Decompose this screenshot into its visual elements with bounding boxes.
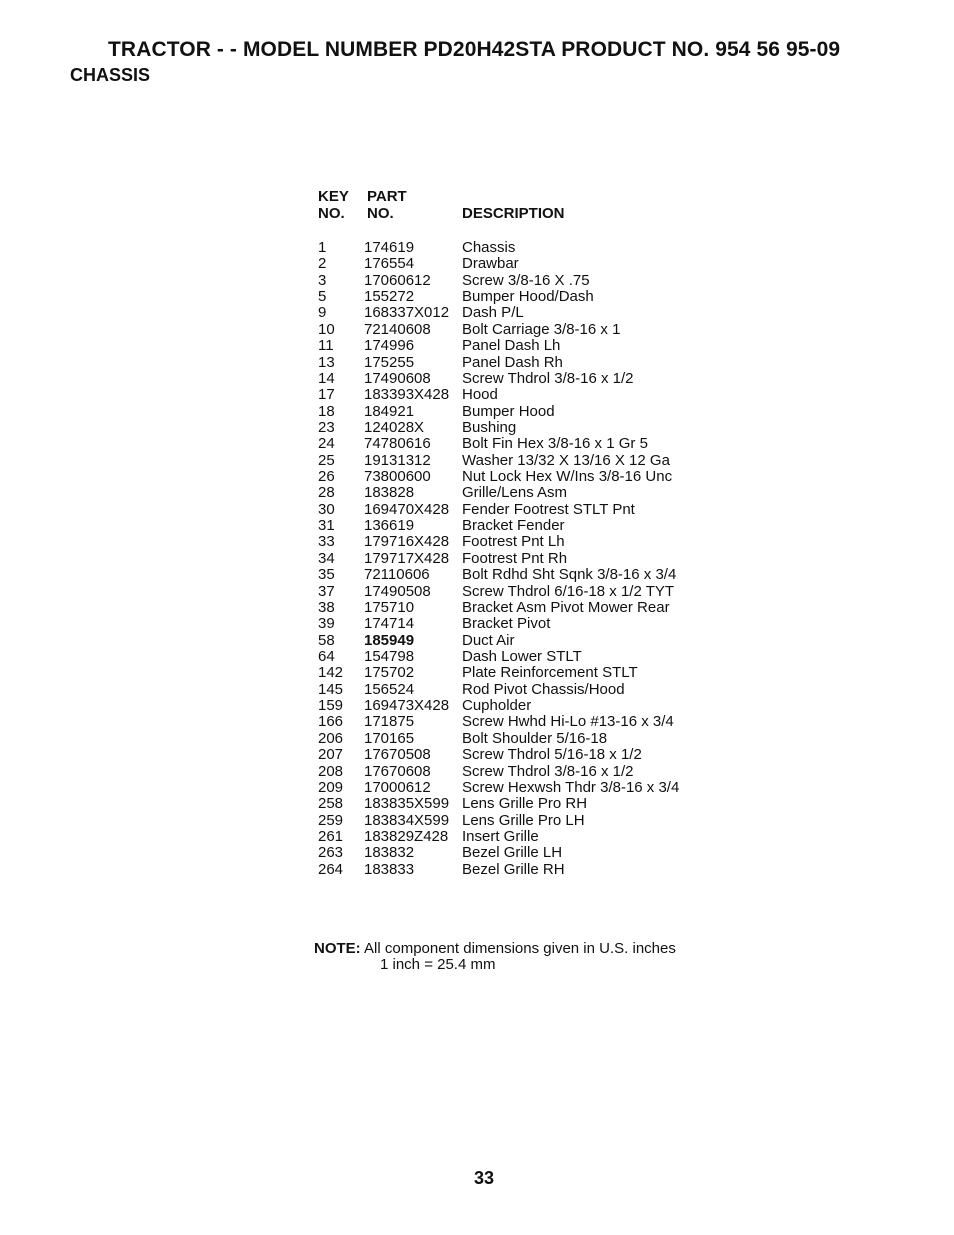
key-number: 17 [318,386,335,404]
part-number: 179717X428 [364,549,450,567]
part-description: Dash P/L [462,304,524,322]
part-description: Panel Dash Rh [462,353,563,371]
header-part-line1: PART [367,188,407,205]
part-description: Bumper Hood/Dash [462,288,594,306]
note-line1: All component dimensions given in U.S. inches [364,940,676,957]
part-description: Bushing [462,418,517,436]
key-number: 263 [318,844,344,862]
part-description: Bracket Fender [462,517,565,535]
header-description: DESCRIPTION [462,205,565,222]
part-description: Plate Reinforcement STLT [462,664,638,682]
key-number: 259 [318,811,344,829]
key-number: 14 [318,369,335,387]
key-number: 58 [318,631,335,649]
note [314,940,676,973]
part-number: 183829Z428 [364,827,449,845]
part-number: 171875 [364,713,415,731]
key-number: 24 [318,435,335,453]
part-description: Bracket Asm Pivot Mower Rear [462,598,670,616]
note-label: NOTE: [314,940,361,957]
part-number: 183835X599 [364,795,450,813]
part-description: Bumper Hood [462,402,555,420]
part-number: 17490608 [364,369,431,387]
part-description: Lens Grille Pro RH [462,795,588,813]
key-number: 142 [318,664,344,682]
header-part-line2: NO. [367,205,394,222]
key-number: 35 [318,566,335,584]
part-description: Lens Grille Pro LH [462,811,585,829]
key-number: 10 [318,320,335,338]
part-number: 176554 [364,255,415,273]
part-description: Duct Air [462,631,515,649]
page-title: TRACTOR - - MODEL NUMBER PD20H42STA PRODUCT NO. 954 56 95-09 [108,38,841,61]
part-description: Screw 3/8-16 X .75 [462,271,590,289]
part-number: 17670608 [364,762,431,780]
part-description: Dash Lower STLT [462,647,582,665]
key-number: 206 [318,729,344,747]
part-description: Bracket Pivot [462,615,551,633]
note-line2: 1 inch = 25.4 mm [380,956,496,973]
part-description: Grille/Lens Asm [462,484,568,502]
key-number: 5 [318,288,327,306]
part-description: Bolt Rdhd Sht Sqnk 3/8-16 x 3/4 [462,566,677,584]
part-number: 183832 [364,844,415,862]
key-number: 23 [318,418,335,436]
part-number: 72110606 [364,566,430,584]
part-number: 17000612 [364,778,431,796]
part-description: Hood [462,386,498,404]
part-description: Screw Thdrol 5/16-18 x 1/2 [462,746,642,764]
part-description: Bolt Shoulder 5/16-18 [462,729,608,747]
part-number: 175710 [364,598,415,616]
part-description: Washer 13/32 X 13/16 X 12 Ga [462,451,670,469]
part-description: Bolt Fin Hex 3/8-16 x 1 Gr 5 [462,435,648,453]
key-number: 166 [318,713,344,731]
header-key-line2: NO. [318,205,345,222]
key-number: 258 [318,795,344,813]
part-number: 174996 [364,337,415,355]
key-number: 38 [318,598,335,616]
part-number: 154798 [364,647,415,665]
part-description: Cupholder [462,697,532,715]
key-number: 28 [318,484,335,502]
part-number: 184921 [364,402,415,420]
key-number: 1 [318,239,327,256]
part-number: 175702 [364,664,415,682]
part-number: 19131312 [364,451,431,469]
key-number: 13 [318,353,335,371]
part-number: 183834X599 [364,811,450,829]
part-number: 156524 [364,680,415,698]
part-number: 174619 [364,239,415,256]
part-number: 179716X428 [364,533,450,551]
part-description: Bezel Grille RH [462,860,565,878]
part-number: 183393X428 [364,386,450,404]
part-number: 174714 [364,615,415,633]
part-number: 73800600 [364,468,431,486]
part-description: Nut Lock Hex W/Ins 3/8-16 Unc [462,468,673,486]
key-number: 208 [318,762,344,780]
key-number: 31 [318,517,335,535]
part-description: Panel Dash Lh [462,337,561,355]
part-number: 124028X [364,418,425,436]
part-description: Screw Thdrol 3/8-16 x 1/2 [462,369,634,387]
part-number: 17670508 [364,746,431,764]
part-number: 185949 [364,631,415,649]
key-number: 3 [318,271,327,289]
part-description: Bezel Grille LH [462,844,563,862]
key-number: 18 [318,402,335,420]
key-number: 2 [318,255,327,273]
part-number: 17490508 [364,582,431,600]
part-description: Screw Hwhd Hi-Lo #13-16 x 3/4 [462,713,674,731]
part-description: Rod Pivot Chassis/Hood [462,680,625,698]
key-number: 37 [318,582,335,600]
key-number: 11 [318,337,334,355]
key-number: 264 [318,860,344,878]
part-number: 170165 [364,729,415,747]
part-number: 74780616 [364,435,431,453]
key-number: 159 [318,697,344,715]
part-description: Fender Footrest STLT Pnt [462,500,635,518]
header-key-line1: KEY [318,188,349,205]
part-number: 175255 [364,353,415,371]
part-number: 136619 [364,517,415,535]
key-number: 209 [318,778,344,796]
key-number: 39 [318,615,335,633]
key-number: 145 [318,680,344,698]
part-number: 183833 [364,860,415,878]
part-number: 168337X012 [364,304,450,322]
part-description: Insert Grille [462,827,539,845]
part-description: Screw Hexwsh Thdr 3/8-16 x 3/4 [462,778,680,796]
part-description: Chassis [462,239,516,256]
page-number: 33 [473,1168,495,1188]
part-number: 17060612 [364,271,431,289]
part-description: Footrest Pnt Lh [462,533,565,551]
key-number: 261 [318,827,344,845]
key-number: 25 [318,451,335,469]
key-number: 64 [318,647,335,665]
part-number: 183828 [364,484,415,502]
key-number: 30 [318,500,335,518]
key-number: 9 [318,304,327,322]
part-description: Screw Thdrol 3/8-16 x 1/2 [462,762,634,780]
part-description: Bolt Carriage 3/8-16 x 1 [462,320,621,338]
part-description: Footrest Pnt Rh [462,549,568,567]
part-number: 169470X428 [364,500,450,518]
part-number: 155272 [364,288,415,306]
key-number: 34 [318,549,335,567]
section-title: CHASSIS [70,65,151,85]
key-number: 207 [318,746,344,764]
part-description: Screw Thdrol 6/16-18 x 1/2 TYT [462,582,675,600]
key-number: 33 [318,533,335,551]
key-number: 26 [318,468,335,486]
part-description: Drawbar [462,255,519,273]
part-number: 169473X428 [364,697,450,715]
part-number: 72140608 [364,320,431,338]
